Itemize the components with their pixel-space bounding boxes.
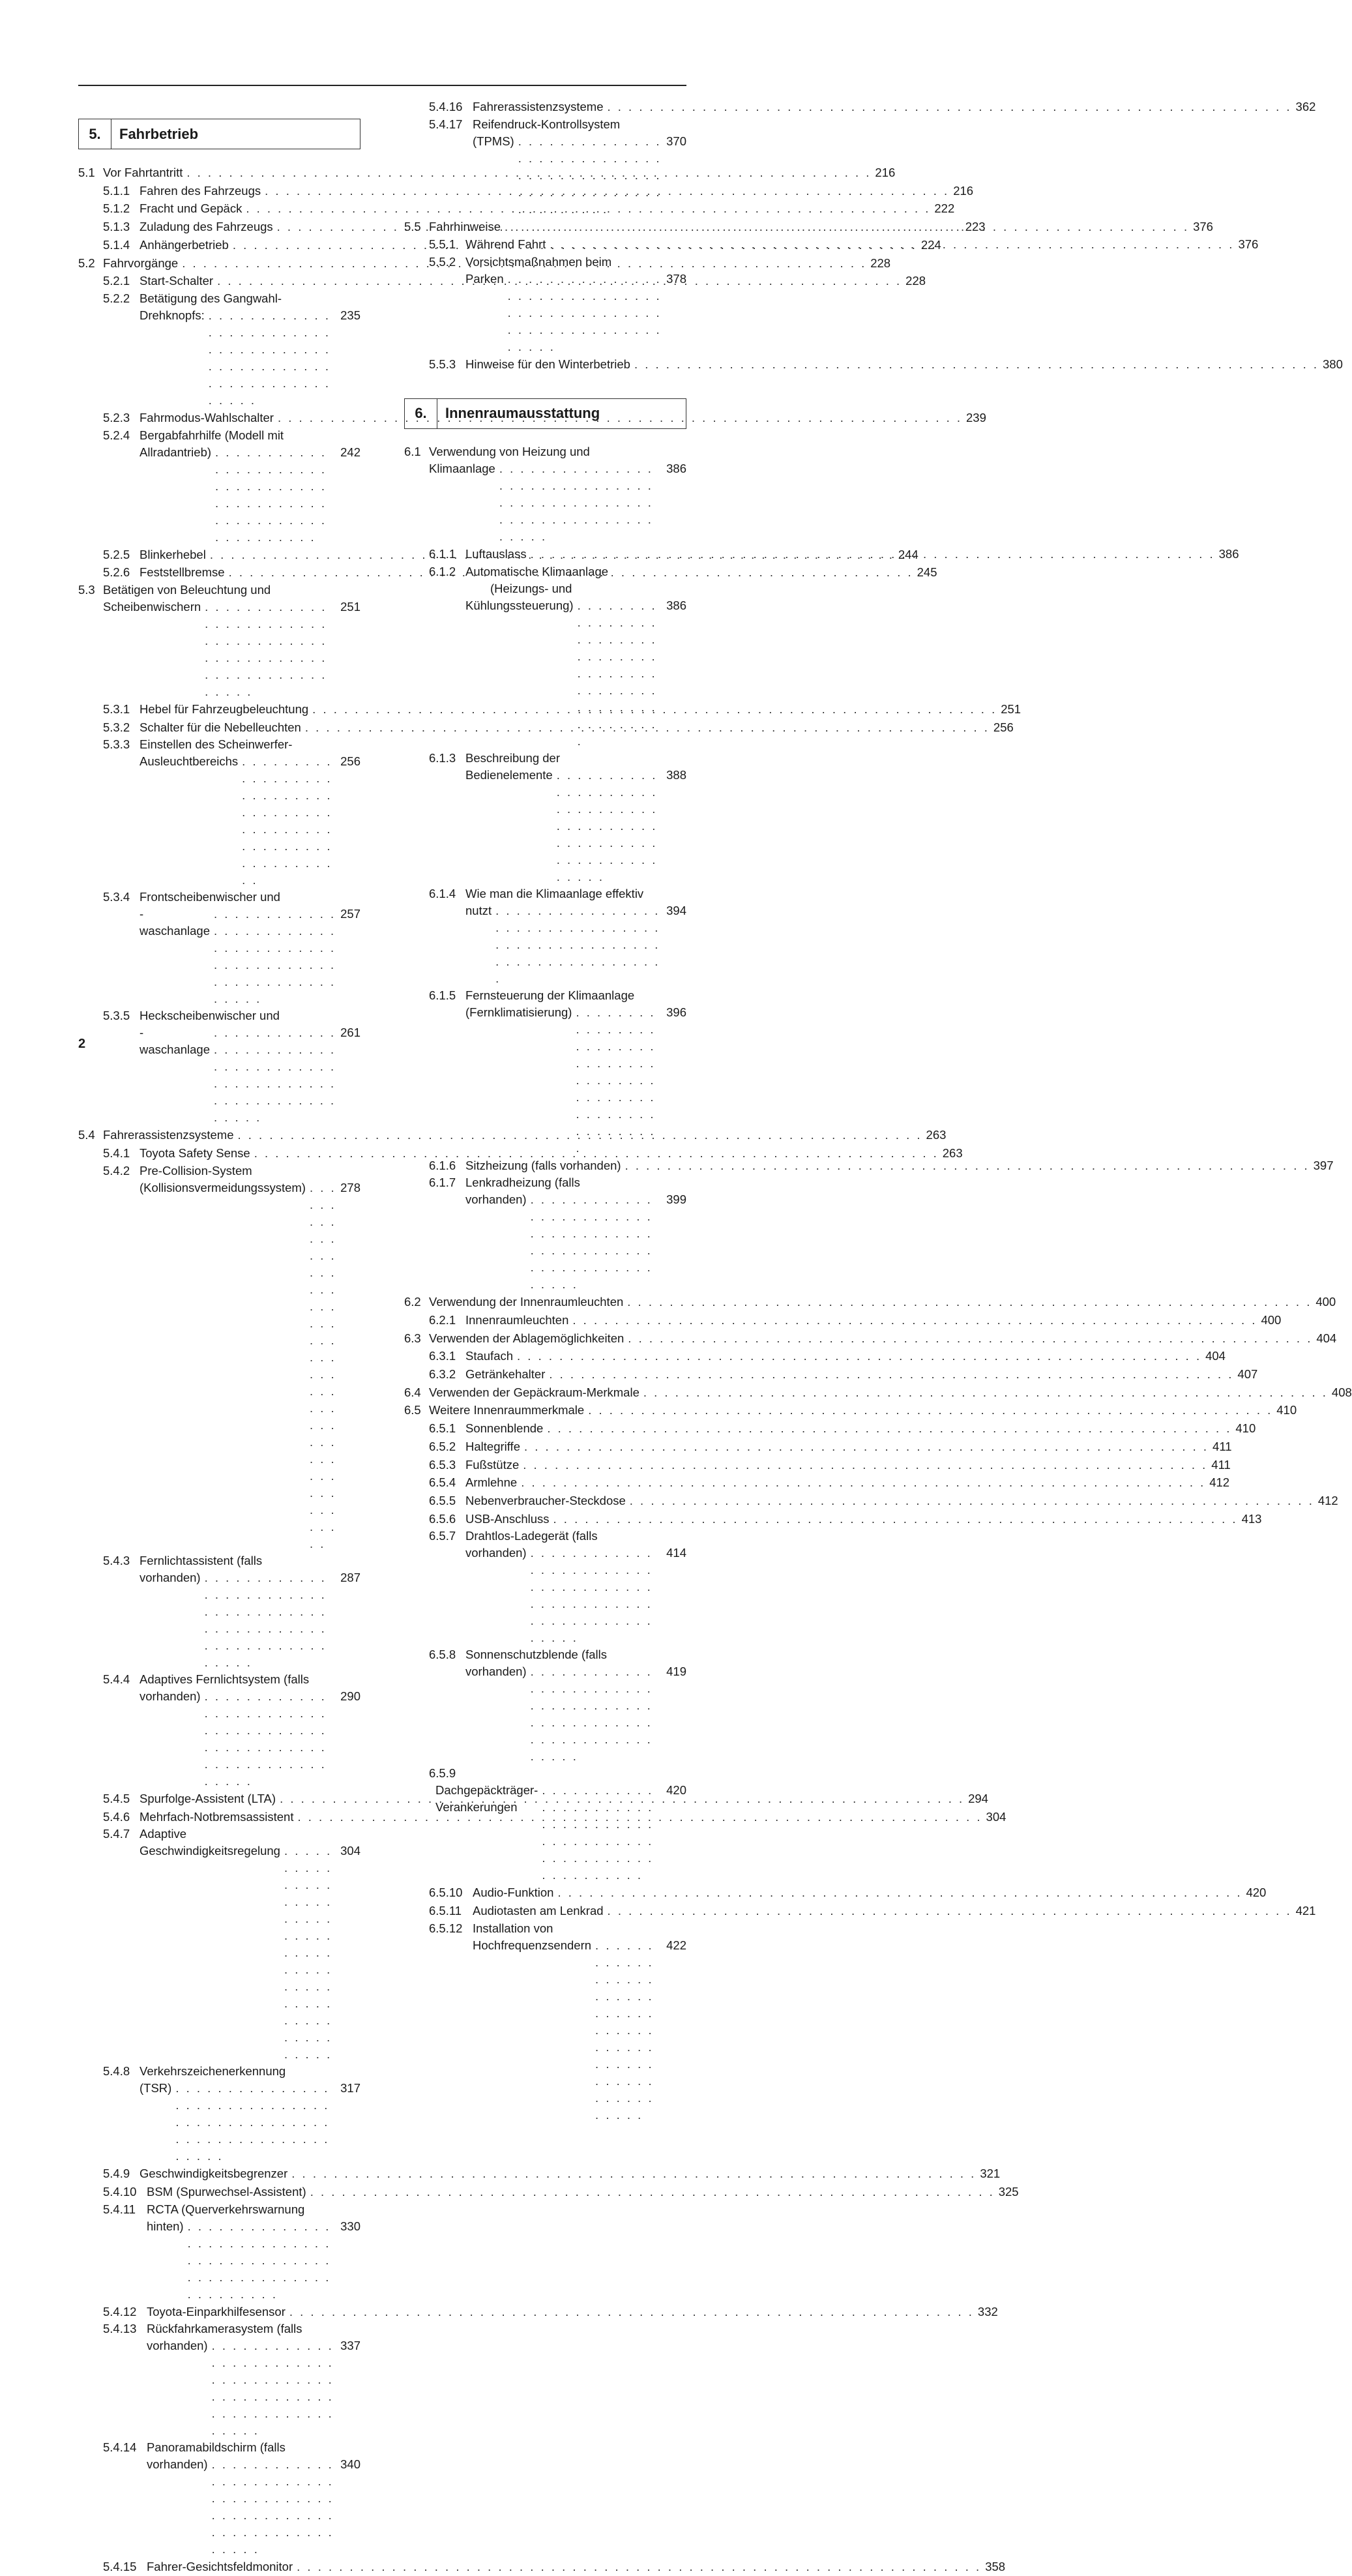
toc-title-cont: Parken <box>465 272 504 286</box>
toc-page: 304 <box>340 1844 360 1858</box>
toc-page: 261 <box>340 1026 360 1040</box>
toc-title: Vorsichtsmaßnahmen beim <box>465 255 612 269</box>
toc-title: Adaptives Fernlichtsystem (falls <box>140 1672 310 1686</box>
toc-title-cont: Hochfrequenzsendern <box>473 1938 592 1952</box>
chapter-number: 6. <box>405 399 437 428</box>
toc-page: 304 <box>986 1809 1007 1824</box>
toc-title: Fernlichtassistent (falls <box>140 1553 263 1567</box>
toc-title-cont: Allradantrieb) <box>140 445 212 459</box>
toc-title-cont: Scheibenwischern <box>103 600 201 614</box>
toc-page: 317 <box>340 2081 360 2095</box>
toc-entry[interactable] <box>404 1174 686 1293</box>
toc-entry[interactable] <box>404 1456 1231 1474</box>
toc-title: Zuladung des Fahrzeugs <box>140 220 273 234</box>
toc-page: 340 <box>340 2457 360 2472</box>
toc-title: Verwendung der Innenraumleuchten <box>429 1295 624 1309</box>
toc-page: 422 <box>666 1938 686 1952</box>
toc-page: 394 <box>666 903 686 917</box>
toc-page: 245 <box>917 565 937 580</box>
toc-number: 5.4.5 <box>103 1791 130 1805</box>
toc-entry[interactable] <box>404 885 686 987</box>
toc-entry[interactable] <box>404 1528 686 1646</box>
toc-page: 407 <box>1237 1367 1258 1382</box>
toc-title: Sonnenblende <box>465 1421 544 1436</box>
toc-title: USB-Anschluss <box>465 1511 550 1526</box>
toc-title: Beschreibung der <box>465 750 561 765</box>
toc-page: 325 <box>998 2184 1019 2198</box>
toc-title: Betätigung des Gangwahl- <box>140 291 282 305</box>
toc-entry[interactable] <box>78 164 896 182</box>
chapter-title: Fahrbetrieb <box>119 125 199 142</box>
toc-title-cont: vorhanden) <box>465 1665 527 1679</box>
toc-title: Getränkehalter <box>465 1367 546 1382</box>
toc-number: 6.1.5 <box>429 988 456 1002</box>
toc-page: 421 <box>1295 1904 1316 1918</box>
toc-entry[interactable] <box>78 2183 1019 2201</box>
toc-page: 414 <box>666 1546 686 1560</box>
toc-title-cont: vorhanden) <box>140 1570 201 1584</box>
toc-title: RCTA (Querverkehrswarnung <box>147 2202 305 2216</box>
toc-entry[interactable] <box>78 700 1021 718</box>
toc-title: Nebenverbraucher-Steckdose <box>465 1493 626 1507</box>
toc-entry[interactable] <box>404 254 686 355</box>
toc-number: 5.4.12 <box>103 2304 137 2318</box>
toc-number: 6.3.1 <box>429 1349 456 1363</box>
toc-entry[interactable] <box>404 1365 1258 1384</box>
toc-page: 376 <box>1193 219 1213 233</box>
toc-number: 6.5.8 <box>429 1648 456 1662</box>
toc-title: Einstellen des Scheinwerfer- <box>140 737 293 752</box>
toc-page: 251 <box>340 600 360 614</box>
toc-page: 263 <box>942 1146 963 1161</box>
toc-page: 290 <box>340 1689 360 1703</box>
toc-entry[interactable] <box>78 889 360 1007</box>
toc-entry[interactable] <box>78 1126 947 1144</box>
toc-title: Hinweise für den Winterbetrieb <box>465 357 630 372</box>
toc-number: 5.3.3 <box>103 737 130 752</box>
toc-page: 222 <box>934 201 955 216</box>
toc-title: Luftauslass <box>465 546 527 561</box>
toc-entry[interactable] <box>78 718 1014 737</box>
toc-entry[interactable] <box>78 1808 1007 1826</box>
toc-page: 376 <box>1238 237 1259 252</box>
toc-number: 5.4.11 <box>103 2202 136 2216</box>
toc-number: 6.5.3 <box>429 1457 456 1472</box>
toc-number: 5.3.1 <box>103 702 130 717</box>
toc-number: 5.4.7 <box>103 1827 130 1841</box>
toc-number: 5.3 <box>78 583 95 597</box>
toc-number: 6.1.4 <box>429 886 456 900</box>
toc-page: 228 <box>870 256 891 270</box>
chapter-number: 5. <box>79 119 111 149</box>
toc-title-cont: -waschanlage <box>140 907 210 938</box>
toc-title: Toyota Safety Sense <box>140 1146 250 1161</box>
toc-title: Fahrer-Gesichtsfeldmonitor <box>147 2560 293 2574</box>
toc-title: Verwenden der Gepäckraum-Merkmale <box>429 1385 639 1399</box>
toc-page: 216 <box>875 166 896 179</box>
toc-title: Bergabfahrhilfe (Modell mit <box>140 428 284 442</box>
toc-entry[interactable] <box>404 1920 686 2124</box>
toc-number: 5.2.1 <box>103 274 130 288</box>
toc-page: 411 <box>1211 1457 1231 1472</box>
toc-title: Sitzheizung (falls vorhanden) <box>465 1158 621 1172</box>
toc-page: 412 <box>1317 1493 1338 1507</box>
toc-entry[interactable] <box>404 1311 1282 1329</box>
toc-page: 239 <box>966 410 986 424</box>
toc-page: 420 <box>666 1783 686 1798</box>
toc-entry[interactable] <box>404 1765 686 1884</box>
toc-page: 396 <box>666 1005 686 1019</box>
toc-number: 6.5.9 <box>429 1766 456 1781</box>
toc-number: 5.1.2 <box>103 201 130 216</box>
toc-page: 386 <box>1218 546 1239 561</box>
toc-title: Fahrerassistenzsysteme <box>103 1128 234 1142</box>
toc-title: Sonnenschutzblende (falls <box>465 1648 608 1662</box>
toc-title-cont: -waschanlage <box>140 1026 210 1057</box>
toc-number: 5.4.1 <box>103 1146 130 1161</box>
toc-entry[interactable] <box>78 427 360 546</box>
toc-number: 5.4.17 <box>429 117 463 131</box>
toc-title: Drahtlos-Ladegerät (falls <box>465 1529 598 1543</box>
toc-number: 6.1.3 <box>429 750 456 765</box>
toc-number: 6.2 <box>404 1295 421 1309</box>
toc-title-cont: Kühlungssteuerung) <box>465 598 574 612</box>
toc-number: 6.4 <box>404 1385 421 1399</box>
toc-title: Verwenden der Ablagemöglichkeiten <box>429 1331 625 1345</box>
toc-page: 251 <box>1001 702 1021 717</box>
toc-page: 388 <box>666 767 686 782</box>
toc-title-cont: hinten) <box>147 2219 184 2233</box>
chapter-heading-6 <box>404 398 686 429</box>
toc-number: 5.4.8 <box>103 2064 130 2079</box>
toc-entry[interactable] <box>78 1826 360 2063</box>
toc-number: 5.4.4 <box>103 1672 130 1686</box>
toc-entry[interactable] <box>404 98 1316 116</box>
toc-title-cont: Ausleuchtbereichs <box>140 754 239 769</box>
toc-number: 5.5 <box>404 219 421 233</box>
toc-number: 6.3 <box>404 1331 421 1345</box>
toc-page: 257 <box>340 907 360 921</box>
toc-entry[interactable] <box>404 1884 1267 1902</box>
toc-page: 242 <box>340 445 360 459</box>
toc-entry[interactable] <box>78 1162 360 1552</box>
toc-entry[interactable] <box>404 1646 686 1765</box>
toc-title: Armlehne <box>465 1475 518 1490</box>
toc-page: 408 <box>1331 1385 1352 1399</box>
toc-number: 5.3.2 <box>103 720 130 734</box>
toc-entry[interactable] <box>404 355 1343 374</box>
toc-entry[interactable] <box>404 116 686 218</box>
toc-entry[interactable] <box>404 563 686 750</box>
toc-title: Fahrerassistenzsysteme <box>473 100 604 113</box>
toc-entry[interactable] <box>78 1552 360 1671</box>
toc-title: Verwendung von Heizung und <box>429 444 590 458</box>
toc-entry[interactable] <box>404 1902 1316 1920</box>
toc-title-cont: Bedienelemente <box>465 767 553 782</box>
toc-title-cont: Geschwindigkeitsregelung <box>140 1844 280 1858</box>
toc-entry[interactable] <box>404 1157 1334 1175</box>
toc-entry[interactable] <box>404 1401 1297 1419</box>
toc-page: 380 <box>1323 357 1343 372</box>
toc-number: 6.2.1 <box>429 1312 456 1327</box>
toc-title: Hebel für Fahrzeugbeleuchtung <box>140 702 309 717</box>
toc-number: 5.2.2 <box>103 291 130 305</box>
toc-number: 6.5.1 <box>429 1421 456 1436</box>
toc-page: 244 <box>898 547 918 561</box>
toc-page: 278 <box>340 1180 360 1194</box>
toc-entry[interactable] <box>404 987 686 1157</box>
toc-number: 6.3.2 <box>429 1367 456 1382</box>
toc-title: Start-Schalter <box>140 274 214 288</box>
toc-number: 6.1.7 <box>429 1176 456 1190</box>
toc-number: 5.4.2 <box>103 1163 130 1177</box>
toc-page: 332 <box>977 2304 998 2318</box>
toc-entry[interactable] <box>78 736 360 889</box>
toc-number: 5.4.10 <box>103 2184 137 2198</box>
toc-title: Haltegriffe <box>465 1439 520 1453</box>
toc-number: 5.1.4 <box>103 237 130 252</box>
toc-page: 362 <box>1295 100 1316 113</box>
top-rule <box>78 85 686 86</box>
toc-entry[interactable] <box>78 2558 1006 2576</box>
toc-page: 412 <box>1209 1475 1230 1490</box>
toc-number: 5.3.5 <box>103 1009 130 1023</box>
chapter-title: Innenraumausstattung <box>445 405 600 422</box>
toc-title-cont: (Heizungs- und <box>490 581 572 595</box>
toc-title: Staufach <box>465 1349 514 1363</box>
toc-number: 5.4.14 <box>103 2440 137 2455</box>
toc-page: 321 <box>980 2167 1001 2181</box>
toc-page: 378 <box>666 272 686 286</box>
toc-number: 5.4.15 <box>103 2560 137 2574</box>
toc-entry[interactable] <box>78 182 974 200</box>
toc-title: Weitere Innenraummerkmale <box>429 1403 585 1417</box>
toc-title: Spurfolge-Assistent (LTA) <box>140 1791 276 1805</box>
toc-title-cont: vorhanden) <box>465 1192 527 1207</box>
toc-page: 404 <box>1316 1331 1337 1345</box>
toc-entry[interactable] <box>78 582 360 700</box>
toc-entry[interactable] <box>404 1473 1230 1492</box>
toc-entry[interactable] <box>404 1329 1337 1348</box>
toc-title: Toyota-Einparkhilfesensor <box>147 2304 286 2318</box>
toc-number: 5.2.4 <box>103 428 130 442</box>
toc-entry[interactable] <box>404 1293 1336 1311</box>
toc-title-cont: nutzt <box>465 903 492 917</box>
toc-number: 5.2 <box>78 256 95 270</box>
toc-entry[interactable] <box>78 1671 360 1790</box>
toc-title: Reifendruck-Kontrollsystem <box>473 117 621 131</box>
toc-title: Fahren des Fahrzeugs <box>140 183 261 198</box>
toc-entry[interactable] <box>404 1347 1226 1365</box>
toc-number: 6.5.11 <box>429 1904 462 1918</box>
toc-page: 420 <box>1246 1886 1267 1900</box>
toc-number: 6.5.7 <box>429 1529 456 1543</box>
toc-entry[interactable] <box>404 443 686 545</box>
toc-page: 411 <box>1212 1439 1232 1453</box>
toc-title-cont: (TPMS) <box>473 134 514 148</box>
toc-number: 5.4 <box>78 1128 95 1142</box>
toc-number: 5.5.2 <box>429 255 456 269</box>
toc-title-cont: Drehknopfs: <box>140 308 205 322</box>
toc-number: 6.5.10 <box>429 1886 463 1900</box>
toc-title: Betätigen von Beleuchtung und <box>103 583 271 597</box>
toc-page: 400 <box>1261 1312 1282 1327</box>
toc-page: 337 <box>340 2339 360 2353</box>
toc-title-cont: (Kollisionsvermeidungssystem) <box>140 1180 306 1194</box>
toc-title: Rückfahrkamerasystem (falls <box>147 2322 302 2336</box>
toc-number: 6.1.2 <box>429 564 456 578</box>
toc-title: Fahrmodus-Wahlschalter <box>140 410 274 424</box>
toc-entry[interactable] <box>78 2320 360 2439</box>
toc-page: 370 <box>666 134 686 148</box>
toc-title: Frontscheibenwischer und <box>140 890 280 904</box>
toc-title: Fracht und Gepäck <box>140 201 242 216</box>
toc-page: 400 <box>1315 1295 1336 1309</box>
toc-number: 5.1.1 <box>103 183 130 198</box>
toc-page: 263 <box>926 1128 947 1142</box>
toc-entry[interactable] <box>78 1007 360 1126</box>
toc-title: BSM (Spurwechsel-Assistent) <box>147 2184 306 2198</box>
toc-number: 5.4.13 <box>103 2322 137 2336</box>
toc-page: 256 <box>340 754 360 769</box>
toc-title: Fußstütze <box>465 1457 520 1472</box>
toc-entry[interactable] <box>78 2303 998 2321</box>
toc-entry[interactable] <box>404 1419 1256 1438</box>
toc-title: Innenraumleuchten <box>465 1312 569 1327</box>
toc-number: 6.5 <box>404 1403 421 1417</box>
toc-entry[interactable] <box>78 1144 963 1162</box>
toc-title: Während Fahrt <box>465 237 546 252</box>
toc-number: 5.4.16 <box>429 100 463 113</box>
toc-entry[interactable] <box>404 1438 1232 1456</box>
toc-entry[interactable] <box>78 2063 360 2165</box>
toc-page: 224 <box>920 237 941 252</box>
toc-page: 399 <box>666 1192 686 1207</box>
toc-title: Fahrhinweise <box>429 219 501 233</box>
chapter-heading-5 <box>78 119 360 149</box>
toc-number: 5.3.4 <box>103 890 130 904</box>
toc-title: Panoramabildschirm (falls <box>147 2440 286 2455</box>
toc-title: Blinkerhebel <box>140 547 206 561</box>
toc-title: Automatische Klimaanlage <box>465 564 609 578</box>
toc-number: 6.5.4 <box>429 1475 456 1490</box>
toc-number: 5.4.3 <box>103 1553 130 1567</box>
toc-page: 330 <box>340 2219 360 2233</box>
toc-title-cont: Dachgepäckträger-Verankerungen <box>435 1783 538 1814</box>
toc-number: 5.2.6 <box>103 565 130 580</box>
toc-page: 358 <box>985 2560 1006 2574</box>
page-number: 2 <box>78 1037 86 1051</box>
toc-title: Anhängerbetrieb <box>140 237 229 252</box>
toc-number: 6.1.6 <box>429 1158 456 1172</box>
toc-page: 397 <box>1313 1158 1334 1172</box>
toc-number: 6.5.6 <box>429 1511 456 1526</box>
toc-title: Fahrvorgänge <box>103 256 179 270</box>
toc-title-cont: vorhanden) <box>465 1546 527 1560</box>
toc-page: 410 <box>1235 1421 1256 1436</box>
toc-title: Fernsteuerung der Klimaanlage <box>465 988 635 1002</box>
toc-number: 6.5.5 <box>429 1493 456 1507</box>
toc-page: 386 <box>666 461 686 475</box>
toc-entry[interactable] <box>78 2165 1001 2183</box>
toc-entry[interactable] <box>78 2439 360 2558</box>
toc-number: 6.1 <box>404 444 421 458</box>
toc-page: 410 <box>1276 1403 1297 1417</box>
toc-entry[interactable] <box>404 1384 1352 1402</box>
toc-title: Verkehrszeichenerkennung <box>140 2064 286 2079</box>
toc-number: 6.1.1 <box>429 546 456 561</box>
toc-title-cont: vorhanden) <box>140 1689 201 1703</box>
toc-number: 5.5.1 <box>429 237 456 252</box>
toc-entry[interactable] <box>404 750 686 885</box>
toc-number: 6.5.2 <box>429 1439 456 1453</box>
toc-page: 256 <box>993 720 1014 734</box>
toc-title: Mehrfach-Notbremsassistent <box>140 1809 294 1824</box>
toc-number: 5.4.9 <box>103 2167 130 2181</box>
toc-number: 5.1.3 <box>103 220 130 234</box>
toc-title: Lenkradheizung (falls <box>465 1176 580 1190</box>
toc-title: Geschwindigkeitsbegrenzer <box>140 2167 288 2181</box>
toc-entry[interactable] <box>78 290 360 409</box>
toc-number: 5.2.3 <box>103 410 130 424</box>
toc-number: 5.4.6 <box>103 1809 130 1824</box>
toc-title: Feststellbremse <box>140 565 225 580</box>
toc-title: Schalter für die Nebelleuchten <box>140 720 301 734</box>
toc-page: 294 <box>968 1791 988 1805</box>
toc-title: Wie man die Klimaanlage effektiv <box>465 886 644 900</box>
toc-title-cont: vorhanden) <box>147 2457 208 2472</box>
toc-entry[interactable] <box>78 200 955 218</box>
toc-title-cont: (Fernklimatisierung) <box>465 1005 572 1019</box>
toc-number: 5.1 <box>78 166 95 179</box>
toc-page: 404 <box>1205 1349 1226 1363</box>
toc-title: Vor Fahrtantritt <box>103 166 183 179</box>
toc-page: 386 <box>666 598 686 612</box>
toc-number: 6.5.12 <box>429 1921 463 1935</box>
toc-page: 235 <box>340 308 360 322</box>
toc-page: 216 <box>953 183 974 198</box>
toc-title-cont: Klimaanlage <box>429 461 495 475</box>
toc-entry[interactable] <box>404 1510 1262 1528</box>
toc-title: Heckscheibenwischer und <box>140 1009 280 1023</box>
toc-title: Pre-Collision-System <box>140 1163 252 1177</box>
toc-number: 5.5.3 <box>429 357 456 372</box>
toc-number: 5.2.5 <box>103 547 130 561</box>
toc-title: Installation von <box>473 1921 553 1935</box>
toc-page: 419 <box>666 1665 686 1679</box>
toc-entry[interactable] <box>404 1492 1338 1510</box>
toc-title-cont: vorhanden) <box>147 2339 208 2353</box>
toc-title: Audiotasten am Lenkrad <box>473 1904 604 1918</box>
toc-title-cont: (TSR) <box>140 2081 172 2095</box>
toc-page: 413 <box>1241 1511 1262 1526</box>
toc-title: Adaptive <box>140 1827 186 1841</box>
toc-page: 223 <box>965 220 986 234</box>
toc-entry[interactable] <box>78 2201 360 2303</box>
toc-page: 228 <box>905 274 926 288</box>
toc-page: 287 <box>340 1570 360 1584</box>
toc-title: Audio-Funktion <box>473 1886 554 1900</box>
